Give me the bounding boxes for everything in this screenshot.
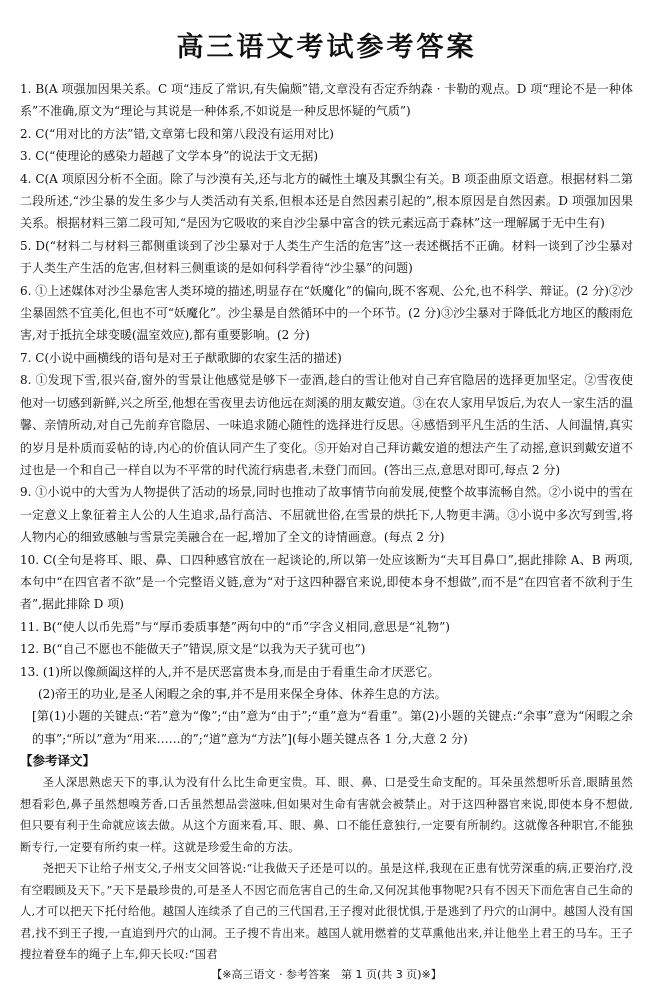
- answer-item-11: 11. B(“使人以币先焉”与“厚币委质事楚”两句中的“币”字含义相同,意思是“礼物”): [20, 619, 450, 634]
- answer-item-8: 8. ①发现下雪,很兴奋,窗外的雪景让他感觉是够下一壶酒,趁白的雪让他对自己弃官隐居的选择更加坚定。②雪夜使他对一切感到新鲜,兴之所至,他想在雪夜里去访他远在剡溪的朋友戴安道。③在农人家用早饭后,为农人一家生活的温馨、亲情所动,对自己先前弃官隐居、一味追求随心随性的选择进行反思。④感悟到平凡生活的生活、人间温情,真实的岁月是朴质而妥帖的诗,内心的价值认同产生了变化。⑤开始对自己拜访戴安道的想法产生了动摇,意识到戴安道不过也是一个和自己一样自以为不平常的时代流行病患者,未登门而回。(答出三点,意思对即可,每点 2 分): [20, 373, 633, 477]
- translation-heading: 【参考译文】: [20, 753, 96, 769]
- answer-item-13-note: [第(1)小题的关键点:“若”意为“像”;“由”意为“由于”;“重”意为“看重”。第(2)小题的关键点:“余事”意为“闲暇之余的事”;“所以”意为“用来……的”;“道”意为“方法”](每小题关键点各 1 分,大意 2 分): [32, 709, 633, 746]
- answer-item-6: 6. ①上述媒体对沙尘暴危害人类环境的描述,明显存在“妖魔化”的偏向,既不客观、公允,也不科学、辩证。(2 分)②沙尘暴固然不宜美化,但也不可“妖魔化”。沙尘暴是自然循环中的一个环节。(2 分)③沙尘暴对于降低北方地区的酸雨危害,对于抵抗全球变暖(温室效应),都有重要影响。(2 分): [20, 283, 633, 343]
- answer-item-7: 7. C(小说中画横线的语句是对王子猷歌脚的农家生活的描述): [20, 350, 342, 365]
- answer-item-13-part-2: (2)帝王的功业,是圣人闲暇之余的事,并不是用来保全身体、休养生息的方法。: [38, 686, 447, 701]
- page-footer: 【※高三语文 · 参考答案 第 1 页(共 3 页)※】: [211, 968, 442, 981]
- answer-item-1: 1. B(A 项强加因果关系。C 项“违反了常识,有失偏颇”错,文章没有否定乔纳森 · 卡勒的观点。D 项“理论不是一种体系”不准确,原文为“理论与其说是一种体系,不如说是一种反思怀疑的气质”): [20, 82, 633, 119]
- answer-item-3: 3. C(“使理论的感染力超越了文学本身”的说法于文无据): [20, 149, 319, 164]
- answer-item-9: 9. ①小说中的大雪为人物提供了活动的场景,同时也推动了故事情节向前发展,使整个故事流畅自然。②小说中的雪在一定意义上象征着主人公的人生追求,品行高洁、不屈就世俗,在雪景的烘托下,人物更丰满。③小说中多次写到雪,将人物内心的细致感触与雪景完美融合在一起,增加了全文的诗情画意。(每点 2 分): [20, 485, 633, 545]
- answer-item-2: 2. C(“用对比的方法”错,文章第七段和第八段没有运用对比): [20, 126, 334, 141]
- answer-item-12: 12. B(“自己不愿也不能做天子”错误,原文是“以我为天子犹可也”): [20, 642, 366, 657]
- page-title: 高三语文考试参考答案: [176, 32, 477, 63]
- answer-item-13: 13. (1)所以像颜阖这样的人,并不是厌恶富贵本身,而是由于看重生命才厌恶它。: [20, 664, 440, 679]
- translation-paragraph-1: 圣人深思熟虑天下的事,认为没有什么比生命更宝贵。耳、眼、鼻、口是受生命支配的。耳朵虽然想听乐音,眼睛虽然想看彩色,鼻子虽然想嗅芳香,口舌虽然想品尝滋味,但如果对生命有害就会被禁止。对于这四种器官来说,即使本身不想做,但只要有利于生命就应该去做。从这个方面来看,耳、眼、鼻、口不能任意独行,一定要有所制约。这就像各种职官,不能独断专行,一定要有所约束一样。这就是珍爱生命的方法。: [20, 776, 633, 854]
- translation-body: [20, 772, 633, 966]
- translation-paragraph-2: 尧把天下让给子州支父,子州支父回答说:“让我做天子还是可以的。虽是这样,我现在正患有忧劳深重的病,正要治疗,没有空暇顾及天下。”天下是最珍贵的,可是圣人不因它而危害自己的生命,又何况其他事物呢?只有不因天下而危害自己生命的人,才可以把天下托付给他。越国人连续杀了自己的三代国君,王子搜对此很忧惧,于是逃到了丹穴的山洞中。越国人没有国君,找不到王子搜,一直追到丹穴的山洞。王子搜不肯出来。越国人就用燃着的艾草熏他出来,并让他坐上君王的马车。王子搜拉着登车的绳子上车,仰天长叹:“国君: [20, 862, 633, 962]
- answer-item-10: 10. C(全句是将耳、眼、鼻、口四种感官放在一起谈论的,所以第一处应该断为“夫耳目鼻口”,据此排除 A、B 两项,本句中“在四官者不欲”是一个完整语义链,意为“对于这四种器官来说,即使本身不想做”,而不是“在四官者不欲利于生者”,据此排除 D 项): [20, 552, 633, 612]
- answer-list: [20, 78, 633, 750]
- answer-item-4: 4. C(A 项原因分析不全面。除了与沙漠有关,还与北方的碱性土壤及其飘尘有关。B 项歪曲原文语意。根据材料二第二段所述,“沙尘暴的发生多少与人类活动有关系,但根本还是自然因素引起的”,根本原因是自然因素。D 项强加因果关系。根据材料三第二段可知,“是因为它吸收的来自沙尘暴中富含的铁元素远高于森林”这一理解属于无中生有): [20, 171, 633, 231]
- answer-item-5: 5. D(“材料二与材料三都侧重谈到了沙尘暴对于人类生产生活的危害”这一表述概括不正确。材料一谈到了沙尘暴对于人类生产生活的危害,但材料三侧重谈的是如何科学看待“沙尘暴”的问题): [20, 238, 633, 276]
